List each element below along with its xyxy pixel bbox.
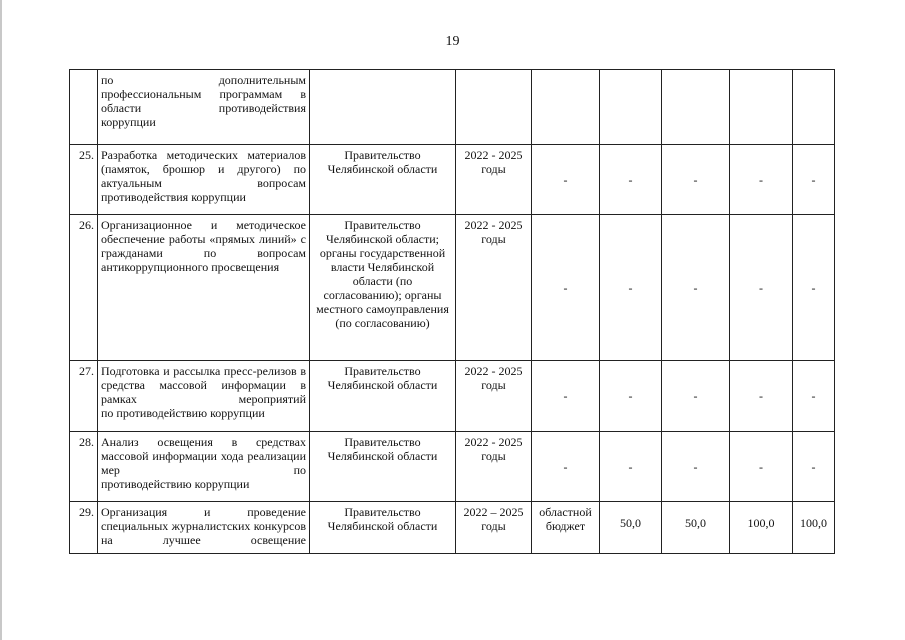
value-cell: - bbox=[730, 361, 793, 432]
value-cell: - bbox=[600, 361, 662, 432]
implementation-years: 2022 - 2025 годы bbox=[456, 432, 532, 502]
row-number: 28. bbox=[70, 432, 98, 502]
table-row bbox=[70, 361, 835, 432]
value-cell: - bbox=[532, 432, 600, 502]
measure-name-part: Подготовка и рассылка пресс-релизов в средства массовой информации в рамках мероприятий bbox=[101, 364, 306, 406]
value-cell bbox=[793, 70, 835, 145]
implementation-years: 2022 - 2025 годы bbox=[456, 361, 532, 432]
implementation-years bbox=[456, 70, 532, 145]
page-number: 19 bbox=[445, 34, 460, 49]
measure-name-part: Разработка методических материалов (памяток, брошюр и другого) по актуальным вопросам bbox=[101, 148, 306, 190]
row-number: 29. bbox=[70, 502, 98, 554]
executor: Правительство Челябинской области bbox=[310, 145, 456, 215]
executor: Правительство Челябинской области bbox=[310, 432, 456, 502]
measure-name bbox=[98, 361, 310, 432]
measure-name-part: противодействия коррупции bbox=[101, 190, 246, 204]
implementation-years: 2022 - 2025 годы bbox=[456, 145, 532, 215]
table-row bbox=[70, 502, 835, 554]
measure-name bbox=[98, 432, 310, 502]
measures-table bbox=[69, 69, 835, 554]
table-row bbox=[70, 432, 835, 502]
measure-name-part: коррупции bbox=[101, 115, 156, 129]
measure-name bbox=[98, 502, 310, 554]
table-row bbox=[70, 70, 835, 145]
executor: Правительство Челябинской области; органы государственной власти Челябинской области (по согласованию); органы местного самоуправления (по согласованию) bbox=[310, 215, 456, 361]
value-cell: - bbox=[793, 432, 835, 502]
value-cell: 50,0 bbox=[600, 502, 662, 554]
measure-name bbox=[98, 215, 310, 361]
value-cell: 100,0 bbox=[730, 502, 793, 554]
row-number bbox=[70, 70, 98, 145]
implementation-years: 2022 – 2025 годы bbox=[456, 502, 532, 554]
value-cell bbox=[730, 70, 793, 145]
value-cell: 50,0 bbox=[662, 502, 730, 554]
table-row bbox=[70, 145, 835, 215]
value-cell bbox=[662, 70, 730, 145]
value-cell: - bbox=[793, 361, 835, 432]
measure-name bbox=[98, 145, 310, 215]
value-cell: - bbox=[730, 145, 793, 215]
value-cell: - bbox=[793, 215, 835, 361]
value-cell: - bbox=[662, 361, 730, 432]
value-cell: - bbox=[730, 215, 793, 361]
value-cell: - bbox=[662, 215, 730, 361]
measure-name-part: по противодействию коррупции bbox=[101, 406, 265, 420]
measure-name bbox=[98, 70, 310, 145]
row-number: 27. bbox=[70, 361, 98, 432]
measure-name-part: Организационное и методическое обеспечение работы «прямых линий» с гражданами по вопросам bbox=[101, 218, 306, 260]
measure-name-part: Организация и проведение специальных журналистских конкурсов на лучшее освещение bbox=[101, 505, 306, 547]
measure-name-part: противодействию коррупции bbox=[101, 477, 250, 491]
implementation-years: 2022 - 2025 годы bbox=[456, 215, 532, 361]
value-cell bbox=[600, 70, 662, 145]
value-cell: - bbox=[600, 215, 662, 361]
value-cell: - bbox=[662, 145, 730, 215]
measure-name-part: антикоррупционного просвещения bbox=[101, 260, 280, 274]
value-cell: - bbox=[600, 145, 662, 215]
measure-name-part: Анализ освещения в средствах массовой информации хода реализации мер по bbox=[101, 435, 306, 477]
row-number: 26. bbox=[70, 215, 98, 361]
value-cell: - bbox=[532, 361, 600, 432]
value-cell: - bbox=[532, 215, 600, 361]
table-row bbox=[70, 215, 835, 361]
value-cell: - bbox=[793, 145, 835, 215]
page-left-edge bbox=[0, 0, 2, 640]
measure-name-part: по дополнительным профессиональным программам в области противодействия bbox=[101, 73, 306, 115]
executor: Правительство Челябинской области bbox=[310, 361, 456, 432]
value-cell: - bbox=[532, 145, 600, 215]
funding-source: областной бюджет bbox=[532, 502, 600, 554]
executor bbox=[310, 70, 456, 145]
value-cell: 100,0 bbox=[793, 502, 835, 554]
value-cell: - bbox=[662, 432, 730, 502]
value-cell: - bbox=[600, 432, 662, 502]
executor: Правительство Челябинской области bbox=[310, 502, 456, 554]
value-cell bbox=[532, 70, 600, 145]
row-number: 25. bbox=[70, 145, 98, 215]
value-cell: - bbox=[730, 432, 793, 502]
